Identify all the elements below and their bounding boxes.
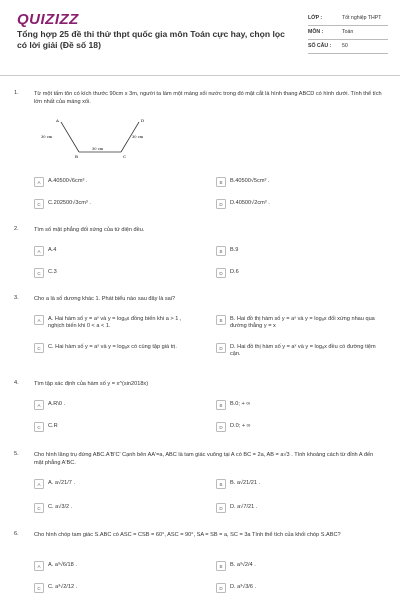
option-d[interactable] xyxy=(216,343,381,358)
question-number: 5. xyxy=(14,451,19,457)
option-text: C. a³√2/12 . xyxy=(48,584,78,590)
option-a[interactable] xyxy=(34,479,199,489)
option-d[interactable] xyxy=(216,422,381,432)
meta-value: Toán xyxy=(342,29,354,35)
option-label: C xyxy=(34,343,44,353)
option-text: B.40500√5cm³ . xyxy=(230,178,270,184)
option-label: D xyxy=(216,343,226,353)
meta-row-grade xyxy=(308,12,388,26)
option-b[interactable] xyxy=(216,561,381,571)
option-text: D.40500√2cm³ . xyxy=(230,200,270,206)
option-d[interactable] xyxy=(216,503,381,513)
point-c: C xyxy=(123,154,127,159)
option-label: A xyxy=(34,561,44,571)
option-text: B. a³√2/4 . xyxy=(230,562,256,568)
question-text: Cho a là số dương khác 1. Phát biểu nào sau đây là sai? xyxy=(34,296,176,302)
option-b[interactable] xyxy=(216,177,381,187)
option-text: A. a√21/7 . xyxy=(48,480,76,486)
option-label: B xyxy=(216,177,226,187)
option-text: C. a√3/2 . xyxy=(48,504,73,510)
option-label: C xyxy=(34,583,44,593)
option-label: B xyxy=(216,400,226,410)
option-label: A xyxy=(34,479,44,489)
dim-bottom: 30 cm xyxy=(92,147,104,151)
option-text: D.0; + ∞ xyxy=(230,423,251,429)
option-label: B xyxy=(216,315,226,325)
option-b[interactable] xyxy=(216,479,381,489)
question-number: 6. xyxy=(14,531,19,537)
side-ab xyxy=(61,122,79,152)
meta-value: Tốt nghiệp THPT xyxy=(342,15,382,21)
meta-table xyxy=(308,12,388,54)
option-b[interactable] xyxy=(216,246,381,256)
option-label: D xyxy=(216,422,226,432)
option-text: D. a³√3/6 . xyxy=(230,584,257,590)
option-b[interactable] xyxy=(216,400,381,410)
point-b: B xyxy=(75,154,78,159)
question-number: 2. xyxy=(14,226,19,232)
question-number: 1. xyxy=(14,90,19,96)
option-a[interactable] xyxy=(34,400,199,410)
option-label: C xyxy=(34,268,44,278)
page-title: Tổng hợp 25 đề thi thử thpt quốc gia môn Toán cực hay, chọn lọc có lời giải (Đề số 18) xyxy=(17,29,285,50)
dim-right: 30 cm xyxy=(132,135,144,139)
option-text: C.3 xyxy=(48,269,57,275)
option-label: C xyxy=(34,422,44,432)
meta-key: SỐ CÂU : xyxy=(308,43,332,49)
option-text: B.9 xyxy=(230,247,239,253)
option-c[interactable] xyxy=(34,199,199,209)
question-text: Tìm tập xác định của hàm số y = x^(sin2018x) xyxy=(34,381,149,387)
option-a[interactable] xyxy=(34,315,199,330)
option-label: B xyxy=(216,561,226,571)
trapezoid-figure xyxy=(39,116,149,160)
meta-key: LỚP : xyxy=(308,15,323,21)
option-a[interactable] xyxy=(34,561,199,571)
option-text: C.202500√3cm³ . xyxy=(48,200,91,206)
option-label: D xyxy=(216,268,226,278)
option-b[interactable] xyxy=(216,315,381,330)
question-text: Cho hình chóp tam giác S.ABC có ASC = CSB = 60°, ASC = 90°, SA = SB = a, SC = 3a Tính thể tích của khối chóp S.ABC? xyxy=(34,532,341,538)
header-divider xyxy=(0,75,400,76)
question-number: 4. xyxy=(14,380,19,386)
point-d: D xyxy=(141,118,145,123)
option-label: A xyxy=(34,315,44,325)
option-text: A.4 xyxy=(48,247,57,253)
meta-key: MÔN : xyxy=(308,29,324,35)
dim-left: 30 cm xyxy=(41,135,53,139)
option-text: A.40500√6cm³ . xyxy=(48,178,88,184)
option-d[interactable] xyxy=(216,583,381,593)
point-a: A xyxy=(56,118,59,123)
option-c[interactable] xyxy=(34,422,199,432)
option-text: D.6 xyxy=(230,269,239,275)
option-text: A. a³√6/18 . xyxy=(48,562,77,568)
option-text: C. Hai hàm số y = aˣ và y = logₐx có cùng tập giá trị. xyxy=(48,344,177,350)
option-text: A.R\0 . xyxy=(48,401,66,407)
option-c[interactable] xyxy=(34,268,199,278)
option-text: B.0; + ∞ xyxy=(230,401,251,407)
meta-row-subject xyxy=(308,26,388,40)
option-d[interactable] xyxy=(216,199,381,209)
question-text: Cho hình lăng trụ đứng ABC.A'B'C' Cạnh bên AA'=a, ABC là tam giác vuông tại A có BC = 2a, AB = a√3 . Tính khoảng cách từ đỉnh A đến mặt phẳng A'BC. xyxy=(34,452,374,466)
option-label: B xyxy=(216,479,226,489)
option-label: D xyxy=(216,503,226,513)
option-label: D xyxy=(216,583,226,593)
option-text: C.R xyxy=(48,423,58,429)
option-label: B xyxy=(216,246,226,256)
option-c[interactable] xyxy=(34,503,199,513)
option-label: D xyxy=(216,199,226,209)
question-text: Từ một tấm tôn có kích thước 90cm x 3m, người ta làm một máng xối nước trong đó mặt cắt là hình thang ABCD có hình dưới. Tính thể tích lớn nhất của máng xối. xyxy=(34,91,382,105)
option-label: C xyxy=(34,503,44,513)
option-label: A xyxy=(34,246,44,256)
option-label: C xyxy=(34,199,44,209)
option-d[interactable] xyxy=(216,268,381,278)
option-a[interactable] xyxy=(34,177,199,187)
question-number: 3. xyxy=(14,295,19,301)
meta-value: 50 xyxy=(342,43,348,49)
option-text: B. a√21/21 . xyxy=(230,480,261,486)
option-c[interactable] xyxy=(34,583,199,593)
quizizz-logo: QUIZIZZ xyxy=(17,11,79,28)
question-text: Tìm số mặt phẳng đối xứng của tứ diện đều. xyxy=(34,227,145,233)
meta-row-count xyxy=(308,40,388,54)
option-text: B. Hai đồ thị hàm số y = aˣ và y = logₐx đối xứng nhau qua đường thẳng y = x xyxy=(230,316,375,329)
option-text: D. a√7/21 . xyxy=(230,504,258,510)
option-text: D. Hai đồ thị hàm số y = aˣ và y = logₐx đều có đường tiệm cận. xyxy=(230,344,376,357)
option-text: A. Hai hàm số y = aˣ và y = logₐx đồng biến khi a > 1 , nghịch biến khi 0 < a < 1. xyxy=(48,316,182,329)
option-label: A xyxy=(34,400,44,410)
option-c[interactable] xyxy=(34,343,199,353)
option-label: A xyxy=(34,177,44,187)
option-a[interactable] xyxy=(34,246,199,256)
